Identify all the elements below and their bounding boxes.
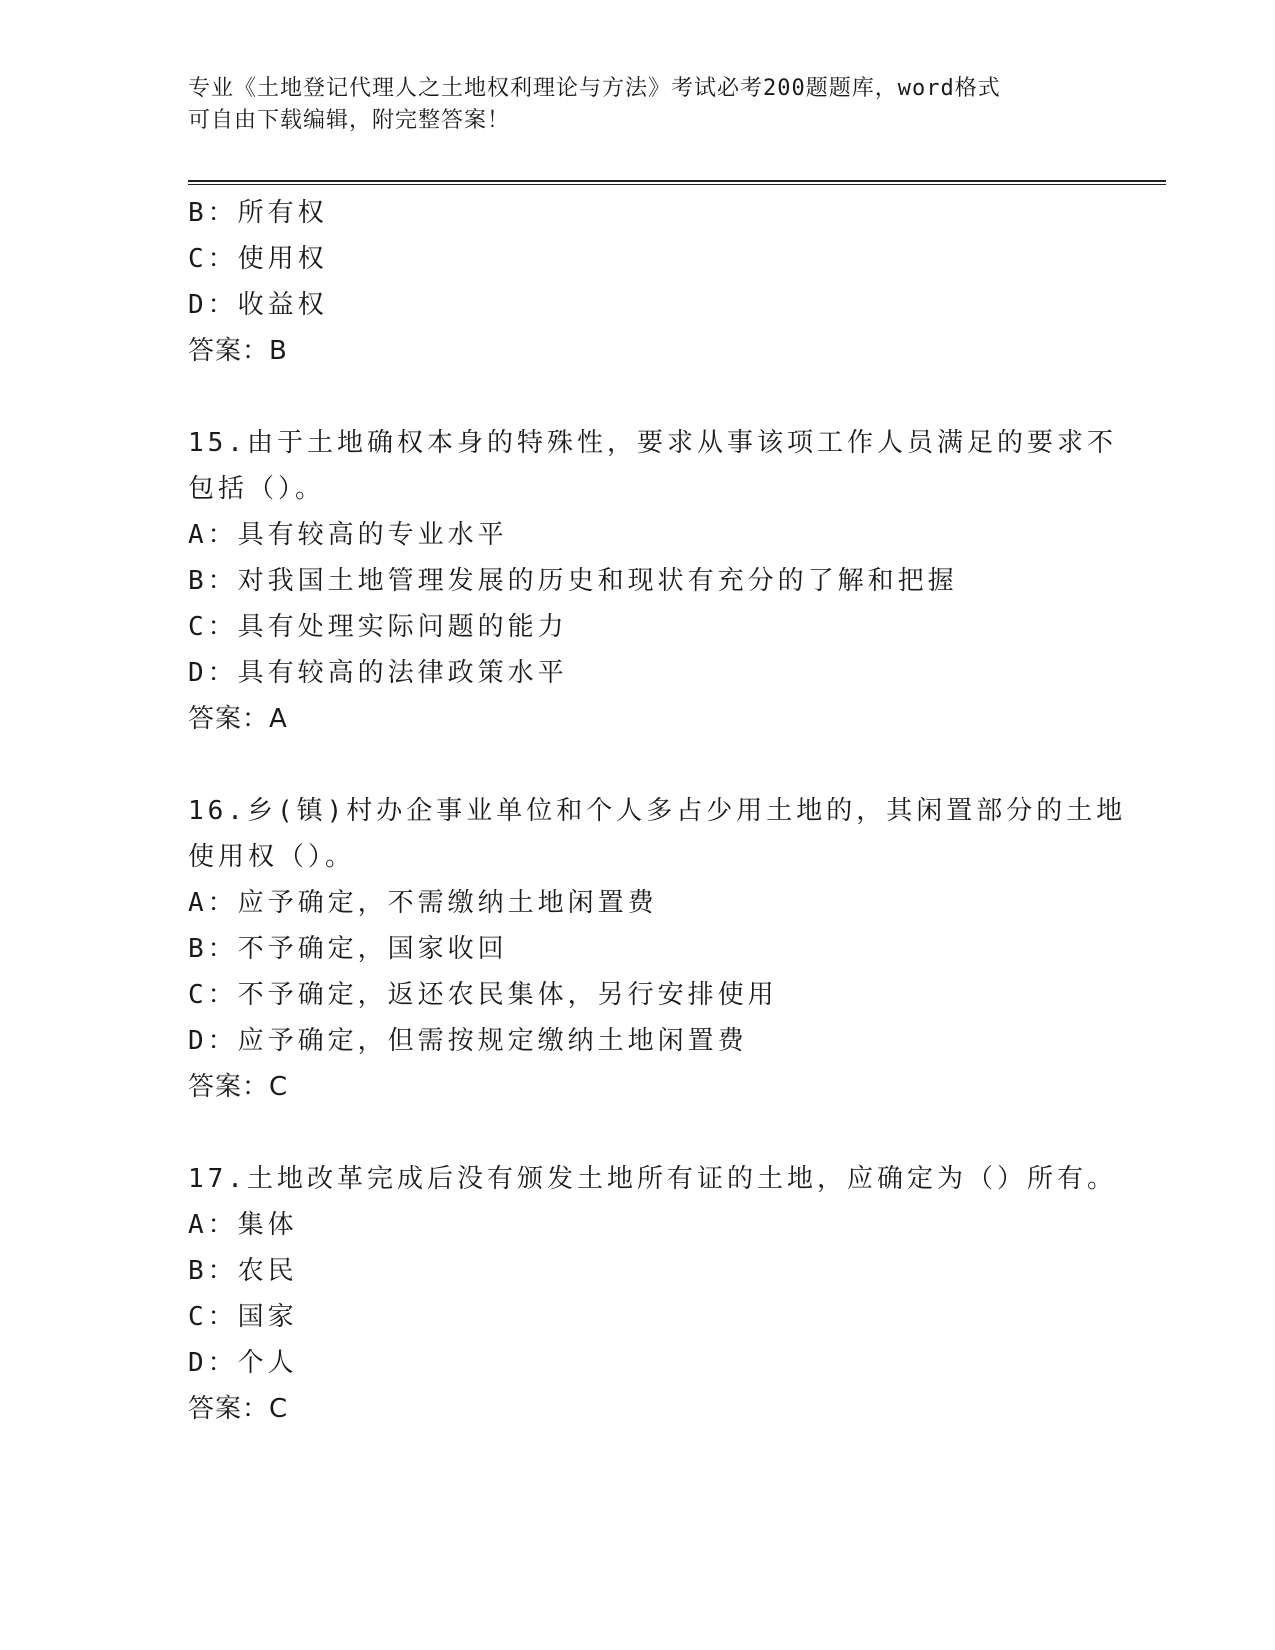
option-c: C：使用权 — [188, 244, 328, 274]
option-a: A：应予确定，不需缴纳土地闲置费 — [188, 888, 658, 918]
option-c: C：国家 — [188, 1302, 298, 1332]
question-stem: 17.土地改革完成后没有颁发土地所有证的土地，应确定为（）所有。 — [188, 1164, 1117, 1194]
answer-line: 答案：C — [188, 1394, 289, 1424]
answer-line: 答案：B — [188, 336, 288, 366]
spacer — [188, 1110, 1088, 1156]
answer-line: 答案：C — [188, 1072, 289, 1102]
option-b: B：不予确定，国家收回 — [188, 934, 508, 964]
header-line-2: 可自由下载编辑，附完整答案！ — [188, 108, 511, 133]
question-17 — [188, 1156, 1117, 1432]
question-15 — [188, 420, 1117, 742]
document-header — [188, 73, 1068, 137]
question-16 — [188, 788, 1127, 1110]
option-b: B：对我国土地管理发展的历史和现状有充分的了解和把握 — [188, 566, 958, 596]
partial-question — [188, 190, 1088, 374]
option-b: B：所有权 — [188, 198, 328, 228]
header-divider — [188, 180, 1166, 185]
question-list — [188, 190, 1127, 1432]
option-d: D：具有较高的法律政策水平 — [188, 658, 568, 688]
option-c: C：不予确定，返还农民集体，另行安排使用 — [188, 980, 778, 1010]
answer-line: 答案：A — [188, 704, 288, 734]
header-line-1: 专业《土地登记代理人之土地权利理论与方法》考试必考200题题库，word格式 — [188, 76, 1001, 101]
option-a: A：集体 — [188, 1210, 298, 1240]
question-stem: 16.乡(镇)村办企事业单位和个人多占少用土地的，其闲置部分的土地 — [188, 796, 1127, 826]
spacer — [188, 374, 1088, 420]
question-stem-cont: 使用权（）。 — [188, 842, 356, 872]
option-d: D：应予确定，但需按规定缴纳土地闲置费 — [188, 1026, 748, 1056]
option-b: B：农民 — [188, 1256, 298, 1286]
option-c: C：具有处理实际问题的能力 — [188, 612, 568, 642]
spacer — [188, 742, 1088, 788]
option-a: A：具有较高的专业水平 — [188, 520, 508, 550]
option-d: D：个人 — [188, 1348, 298, 1378]
question-stem: 15.由于土地确权本身的特殊性，要求从事该项工作人员满足的要求不 — [188, 428, 1117, 458]
option-d: D：收益权 — [188, 290, 328, 320]
question-stem-cont: 包括（）。 — [188, 474, 326, 504]
